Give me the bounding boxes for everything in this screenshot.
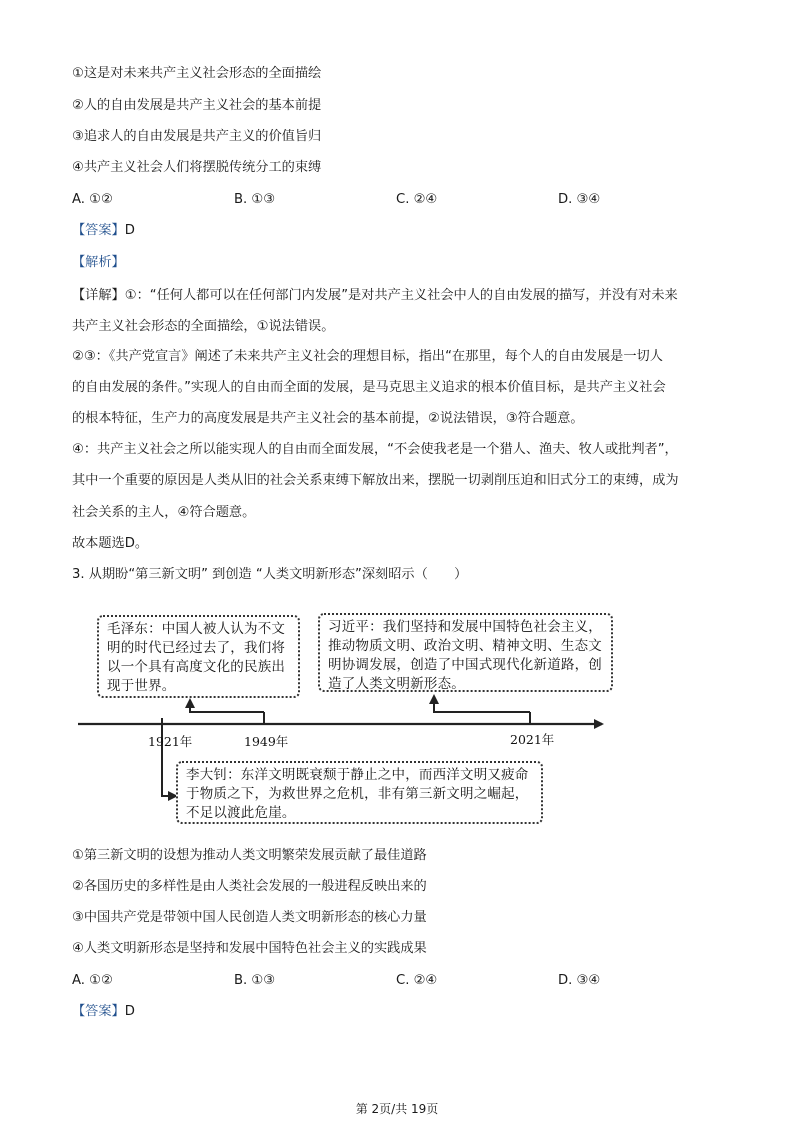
q3-option-a: A. ①②	[72, 973, 113, 988]
q2-option-b: B. ①③	[234, 192, 276, 207]
q3-stem: 3. 从期盼“第三新文明” 到创造 “人类文明新形态”深刻昭示（ ）	[72, 567, 468, 582]
q3-item-1: ①第三新文明的设想为推动人类文明繁荣发展贡献了最佳道路	[72, 848, 427, 863]
q3-options	[72, 971, 722, 991]
q3-item-4: ④人类文明新形态是坚持和发展中国特色社会主义的实践成果	[72, 941, 427, 956]
q2-conclusion: 故本题选D。	[72, 536, 149, 551]
q3-option-d: D. ③④	[558, 973, 601, 988]
q2-detail-line-5: 的根本特征，生产力的高度发展是共产主义社会的基本前提，②说法错误，③符合题意。	[72, 411, 584, 426]
q2-option-a: A. ①②	[72, 192, 113, 207]
q2-detail-line-3: ②③：《共产党宣言》阐述了未来共产主义社会的理想目标，指出“在那里，每个人的自由发展是一切人	[72, 349, 663, 364]
q2-detail-line-7: 其中一个重要的原因是人类从旧的社会关系束缚下解放出来，摆脱一切剥削压迫和旧式分工的束缚，成为	[72, 473, 679, 488]
q2-item-3: ③追求人的自由发展是共产主义的价值旨归	[72, 129, 322, 144]
q3-item-2: ②各国历史的多样性是由人类社会发展的一般进程反映出来的	[72, 879, 427, 894]
quote-box-mao: 毛泽东：中国人被人认为不文明的时代已经过去了，我们将以一个具有高度文化的民族出现于世界。	[97, 615, 300, 698]
page-footer: 第 2页/共 19页	[355, 1102, 439, 1116]
q2-item-1: ①这是对未来共产主义社会形态的全面描绘	[72, 66, 322, 81]
q2-analysis-label: 【解析】	[72, 255, 125, 270]
connector-1949-mao	[190, 700, 264, 712]
q3-answer	[72, 1002, 135, 1022]
q3-answer-label: 【答案】	[72, 1004, 125, 1019]
year-1921-label: 1921年	[148, 734, 193, 749]
quote-box-xi: 习近平：我们坚持和发展中国特色社会主义，推动物质文明、政治文明、精神文明、生态文明协调发展，创造了中国式现代化新道路，创造了人类文明新形态。	[318, 613, 613, 692]
q2-detail-line-4: 的自由发展的条件。”实现人的自由而全面的发展，是马克思主义追求的根本价值目标，是共产主义社会	[72, 380, 666, 395]
quote-box-li: 李大钊：东洋文明既衰颓于静止之中，而西洋文明又疲命于物质之下，为救世界之危机，非有第三新文明之崛起，不足以渡此危崖。	[176, 761, 543, 824]
q2-option-d: D. ③④	[558, 192, 601, 207]
q2-detail-line-2: 共产主义社会形态的全面描绘，①说法错误。	[72, 319, 335, 334]
q3-item-3: ③中国共产党是带领中国人民创造人类文明新形态的核心力量	[72, 910, 427, 925]
year-1949-label: 1949年	[244, 734, 289, 749]
q2-detail-line-8: 社会关系的主人，④符合题意。	[72, 505, 256, 520]
q2-option-c: C. ②④	[396, 192, 438, 207]
q2-item-4: ④共产主义社会人们将摆脱传统分工的束缚	[72, 160, 322, 175]
q2-detail-label: 【详解】	[72, 288, 125, 303]
q2-answer-label: 【答案】	[72, 223, 125, 238]
q3-answer-value: D	[124, 1004, 135, 1019]
connector-2021-xi	[434, 696, 530, 712]
q3-option-c: C. ②④	[396, 973, 438, 988]
q2-item-2: ②人的自由发展是共产主义社会的基本前提	[72, 98, 322, 113]
q2-answer-value: D	[124, 223, 135, 238]
q2-detail-line-6: ④：共产主义社会之所以能实现人的自由而全面发展，“不会使我老是一个猎人、渔夫、牧人或批判者”，	[72, 442, 678, 457]
year-2021-label: 2021年	[510, 732, 555, 747]
q2-detail-text-1: ①：“任何人都可以在任何部门内发展”是对共产主义社会中人的自由发展的描写，并没有对未来	[124, 288, 678, 303]
q3-option-b: B. ①③	[234, 973, 276, 988]
